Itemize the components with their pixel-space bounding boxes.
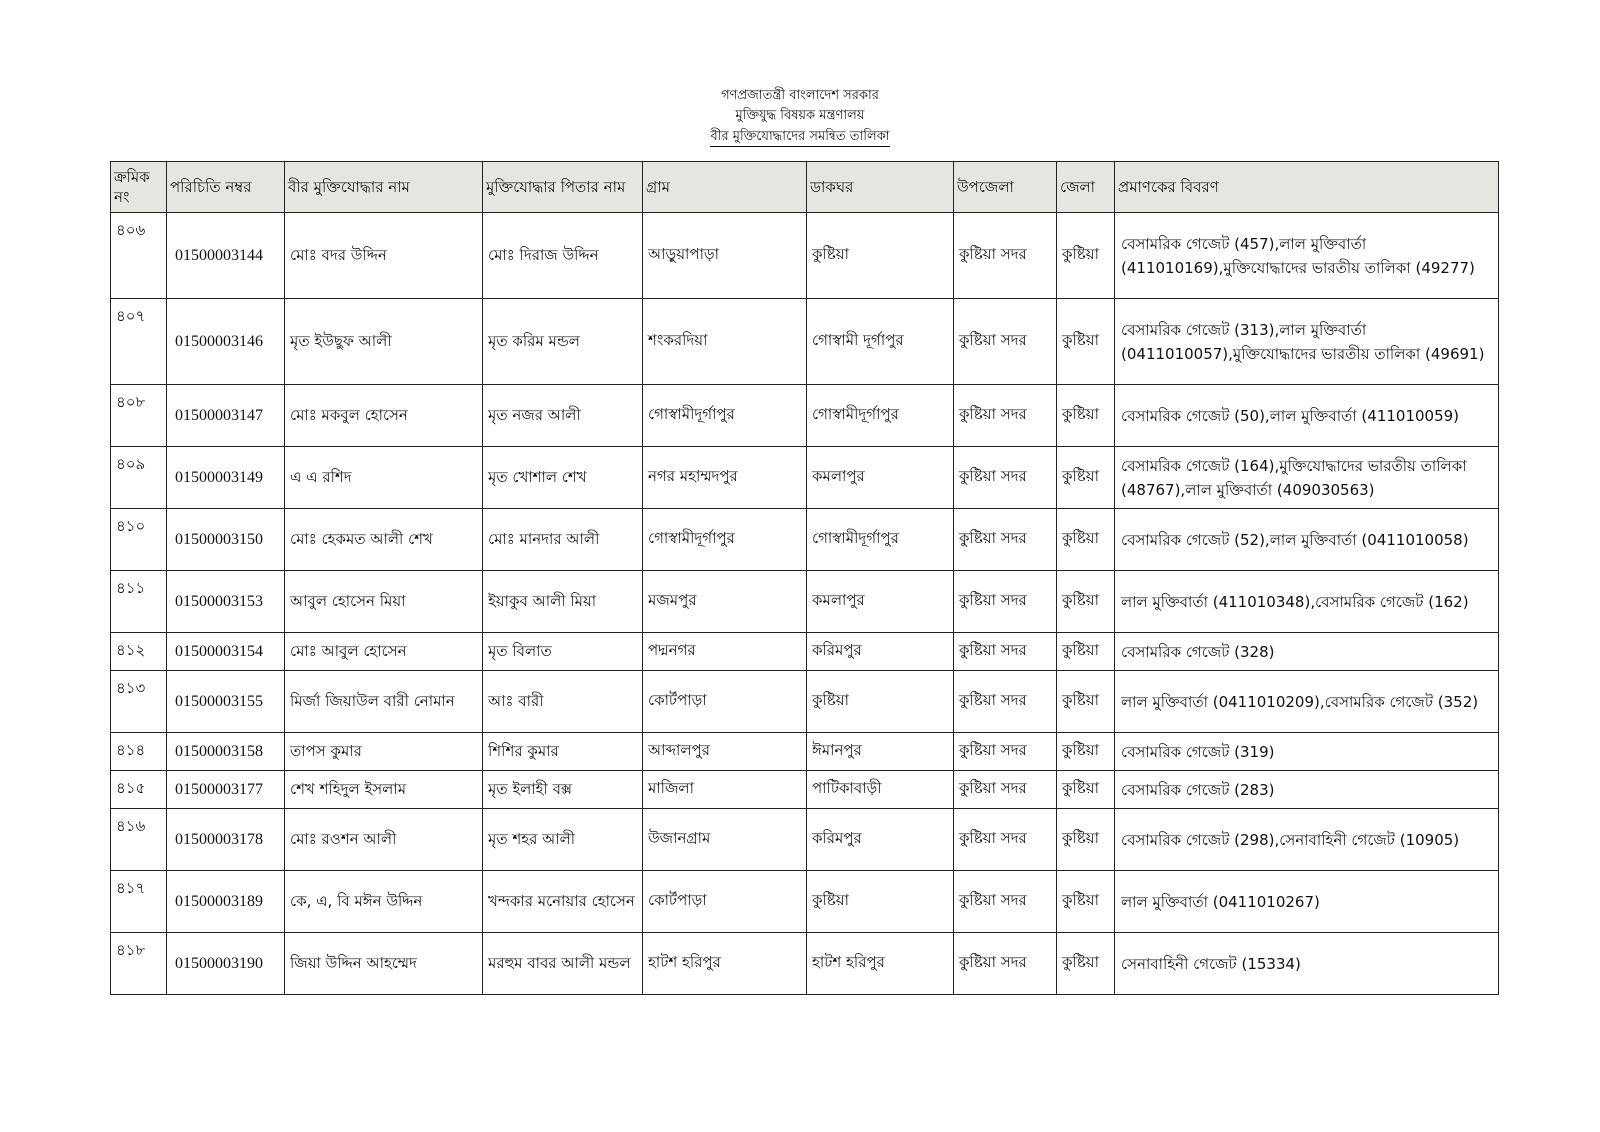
table-body — [111, 213, 1499, 995]
fighter-name-cell: মৃত ইউছুফ আলী — [285, 299, 483, 385]
village-cell: কোর্টপাড়া — [643, 871, 807, 933]
post-office-cell: করিমপুর — [807, 809, 954, 871]
post-office-cell: কুষ্টিয়া — [807, 671, 954, 733]
upazila-cell: কুষ্টিয়া সদর — [954, 871, 1057, 933]
id-number-cell: 01500003155 — [167, 671, 285, 733]
father-name-cell: শিশির কুমার — [483, 733, 643, 771]
father-name-cell: মৃত ইলাহী বক্স — [483, 771, 643, 809]
id-number-cell: 01500003150 — [167, 509, 285, 571]
table-row — [111, 809, 1499, 871]
table-row — [111, 299, 1499, 385]
father-name-cell: মৃত বিলাত — [483, 633, 643, 671]
district-cell: কুষ্টিয়া — [1057, 733, 1115, 771]
government-title: গণপ্রজাতন্ত্রী বাংলাদেশ সরকার — [721, 88, 879, 103]
post-office-cell: কমলাপুর — [807, 571, 954, 633]
proof-description-cell: বেসামরিক গেজেট (328) — [1115, 633, 1499, 671]
upazila-cell: কুষ্টিয়া সদর — [954, 509, 1057, 571]
village-cell: উজানগ্রাম — [643, 809, 807, 871]
proof-description-cell: বেসামরিক গেজেট (298),সেনাবাহিনী গেজেট (10905) — [1115, 809, 1499, 871]
upazila-cell: কুষ্টিয়া সদর — [954, 933, 1057, 995]
village-cell: আড়ুয়াপাড়া — [643, 213, 807, 299]
father-name-cell: আঃ বারী — [483, 671, 643, 733]
column-header-id: পরিচিতি নম্বর — [167, 162, 285, 213]
father-name-cell: মোঃ দিরাজ উদ্দিন — [483, 213, 643, 299]
document-header — [0, 86, 1600, 147]
fighter-name-cell: মির্জা জিয়াউল বারী নোমান — [285, 671, 483, 733]
upazila-cell: কুষ্টিয়া সদর — [954, 671, 1057, 733]
village-cell: শংকরদিয়া — [643, 299, 807, 385]
fighter-name-cell: মোঃ হেকমত আলী শেখ — [285, 509, 483, 571]
father-name-cell: ইয়াকুব আলী মিয়া — [483, 571, 643, 633]
table-row — [111, 385, 1499, 447]
fighter-name-cell: তাপস কুমার — [285, 733, 483, 771]
serial-cell: ৪০৯ — [111, 447, 167, 509]
district-cell: কুষ্টিয়া — [1057, 299, 1115, 385]
table-row — [111, 509, 1499, 571]
table-row — [111, 671, 1499, 733]
proof-description-cell: বেসামরিক গেজেট (164),মুক্তিযোদ্ধাদের ভারতীয় তালিকা (48767),লাল মুক্তিবার্তা (409030563) — [1115, 447, 1499, 509]
column-header-post-office: ডাকঘর — [807, 162, 954, 213]
table-row — [111, 771, 1499, 809]
district-cell: কুষ্টিয়া — [1057, 933, 1115, 995]
upazila-cell: কুষ্টিয়া সদর — [954, 447, 1057, 509]
village-cell: নগর মহাম্মদপুর — [643, 447, 807, 509]
village-cell: মজমপুর — [643, 571, 807, 633]
id-number-cell: 01500003190 — [167, 933, 285, 995]
district-cell: কুষ্টিয়া — [1057, 571, 1115, 633]
list-title: বীর মুক্তিযোদ্ধাদের সমন্বিত তালিকা — [710, 128, 889, 147]
father-name-cell: মৃত নজর আলী — [483, 385, 643, 447]
column-header-father: মুক্তিযোদ্ধার পিতার নাম — [483, 162, 643, 213]
proof-description-cell: সেনাবাহিনী গেজেট (15334) — [1115, 933, 1499, 995]
district-cell: কুষ্টিয়া — [1057, 447, 1115, 509]
district-cell: কুষ্টিয়া — [1057, 213, 1115, 299]
table-row — [111, 733, 1499, 771]
id-number-cell: 01500003144 — [167, 213, 285, 299]
serial-cell: ৪১৮ — [111, 933, 167, 995]
id-number-cell: 01500003158 — [167, 733, 285, 771]
upazila-cell: কুষ্টিয়া সদর — [954, 809, 1057, 871]
id-number-cell: 01500003153 — [167, 571, 285, 633]
serial-cell: ৪১০ — [111, 509, 167, 571]
table-row — [111, 871, 1499, 933]
serial-cell: ৪০৮ — [111, 385, 167, 447]
post-office-cell: করিমপুর — [807, 633, 954, 671]
fighter-name-cell: মোঃ রওশন আলী — [285, 809, 483, 871]
column-header-serial: ক্রমিক নং — [111, 162, 167, 213]
serial-cell: ৪১২ — [111, 633, 167, 671]
village-cell: গোস্বামীদূর্গাপুর — [643, 509, 807, 571]
district-cell: কুষ্টিয়া — [1057, 385, 1115, 447]
table-row — [111, 571, 1499, 633]
proof-description-cell: লাল মুক্তিবার্তা (411010348),বেসামরিক গেজেট (162) — [1115, 571, 1499, 633]
column-header-district: জেলা — [1057, 162, 1115, 213]
post-office-cell: কমলাপুর — [807, 447, 954, 509]
village-cell: হাটশ হরিপুর — [643, 933, 807, 995]
column-header-proof: প্রমাণকের বিবরণ — [1115, 162, 1499, 213]
serial-cell: ৪১৭ — [111, 871, 167, 933]
district-cell: কুষ্টিয়া — [1057, 871, 1115, 933]
id-number-cell: 01500003149 — [167, 447, 285, 509]
fighter-name-cell: আবুল হোসেন মিয়া — [285, 571, 483, 633]
fighter-name-cell: এ এ রশিদ — [285, 447, 483, 509]
father-name-cell: মোঃ মানদার আলী — [483, 509, 643, 571]
post-office-cell: গোস্বামীদূর্গাপুর — [807, 509, 954, 571]
id-number-cell: 01500003177 — [167, 771, 285, 809]
serial-cell: ৪১১ — [111, 571, 167, 633]
proof-description-cell: বেসামরিক গেজেট (283) — [1115, 771, 1499, 809]
id-number-cell: 01500003178 — [167, 809, 285, 871]
proof-description-cell: বেসামরিক গেজেট (313),লাল মুক্তিবার্তা (0411010057),মুক্তিযোদ্ধাদের ভারতীয় তালিকা (49691) — [1115, 299, 1499, 385]
fighter-name-cell: জিয়া উদ্দিন আহম্মেদ — [285, 933, 483, 995]
father-name-cell: খন্দকার মনোয়ার হোসেন — [483, 871, 643, 933]
fighter-name-cell: মোঃ আবুল হোসেন — [285, 633, 483, 671]
proof-description-cell: লাল মুক্তিবার্তা (0411010209),বেসামরিক গেজেট (352) — [1115, 671, 1499, 733]
fighter-name-cell: মোঃ মকবুল হোসেন — [285, 385, 483, 447]
fighter-name-cell: কে, এ, বি মঈন উদ্দিন — [285, 871, 483, 933]
id-number-cell: 01500003146 — [167, 299, 285, 385]
column-header-upazila: উপজেলা — [954, 162, 1057, 213]
village-cell: গোস্বামীদূর্গাপুর — [643, 385, 807, 447]
table-row — [111, 933, 1499, 995]
post-office-cell: কুষ্টিয়া — [807, 871, 954, 933]
village-cell: পদ্মনগর — [643, 633, 807, 671]
serial-cell: ৪১৫ — [111, 771, 167, 809]
column-header-name: বীর মুক্তিযোদ্ধার নাম — [285, 162, 483, 213]
freedom-fighters-table — [110, 161, 1499, 995]
village-cell: কোর্টপাড়া — [643, 671, 807, 733]
post-office-cell: ঈমানপুর — [807, 733, 954, 771]
upazila-cell: কুষ্টিয়া সদর — [954, 771, 1057, 809]
upazila-cell: কুষ্টিয়া সদর — [954, 213, 1057, 299]
table-row — [111, 447, 1499, 509]
upazila-cell: কুষ্টিয়া সদর — [954, 299, 1057, 385]
table-row — [111, 213, 1499, 299]
post-office-cell: হাটশ হরিপুর — [807, 933, 954, 995]
id-number-cell: 01500003154 — [167, 633, 285, 671]
village-cell: আব্দালপুর — [643, 733, 807, 771]
upazila-cell: কুষ্টিয়া সদর — [954, 571, 1057, 633]
post-office-cell: গোস্বামীদূর্গাপুর — [807, 385, 954, 447]
father-name-cell: মৃত করিম মন্ডল — [483, 299, 643, 385]
column-header-village: গ্রাম — [643, 162, 807, 213]
serial-cell: ৪০৭ — [111, 299, 167, 385]
serial-cell: ৪১৬ — [111, 809, 167, 871]
proof-description-cell: বেসামরিক গেজেট (457),লাল মুক্তিবার্তা (411010169),মুক্তিযোদ্ধাদের ভারতীয় তালিকা (49277) — [1115, 213, 1499, 299]
proof-description-cell: বেসামরিক গেজেট (50),লাল মুক্তিবার্তা (411010059) — [1115, 385, 1499, 447]
proof-description-cell: বেসামরিক গেজেট (52),লাল মুক্তিবার্তা (0411010058) — [1115, 509, 1499, 571]
id-number-cell: 01500003189 — [167, 871, 285, 933]
father-name-cell: মৃত শহর আলী — [483, 809, 643, 871]
upazila-cell: কুষ্টিয়া সদর — [954, 733, 1057, 771]
proof-description-cell: লাল মুক্তিবার্তা (0411010267) — [1115, 871, 1499, 933]
serial-cell: ৪১৩ — [111, 671, 167, 733]
proof-description-cell: বেসামরিক গেজেট (319) — [1115, 733, 1499, 771]
post-office-cell: পাটিকাবাড়ী — [807, 771, 954, 809]
district-cell: কুষ্টিয়া — [1057, 633, 1115, 671]
district-cell: কুষ্টিয়া — [1057, 771, 1115, 809]
upazila-cell: কুষ্টিয়া সদর — [954, 633, 1057, 671]
district-cell: কুষ্টিয়া — [1057, 809, 1115, 871]
serial-cell: ৪০৬ — [111, 213, 167, 299]
district-cell: কুষ্টিয়া — [1057, 671, 1115, 733]
ministry-title: মুক্তিযুদ্ধ বিষয়ক মন্ত্রণালয় — [735, 108, 865, 123]
serial-cell: ৪১৪ — [111, 733, 167, 771]
table-header-row — [111, 162, 1499, 213]
id-number-cell: 01500003147 — [167, 385, 285, 447]
fighter-name-cell: মোঃ বদর উদ্দিন — [285, 213, 483, 299]
father-name-cell: মৃত খোশাল শেখ — [483, 447, 643, 509]
fighter-name-cell: শেখ শহিদুল ইসলাম — [285, 771, 483, 809]
post-office-cell: গোস্বামী দূর্গাপুর — [807, 299, 954, 385]
post-office-cell: কুষ্টিয়া — [807, 213, 954, 299]
father-name-cell: মরহুম বাবর আলী মন্ডল — [483, 933, 643, 995]
village-cell: মাজিলা — [643, 771, 807, 809]
upazila-cell: কুষ্টিয়া সদর — [954, 385, 1057, 447]
district-cell: কুষ্টিয়া — [1057, 509, 1115, 571]
table-row — [111, 633, 1499, 671]
